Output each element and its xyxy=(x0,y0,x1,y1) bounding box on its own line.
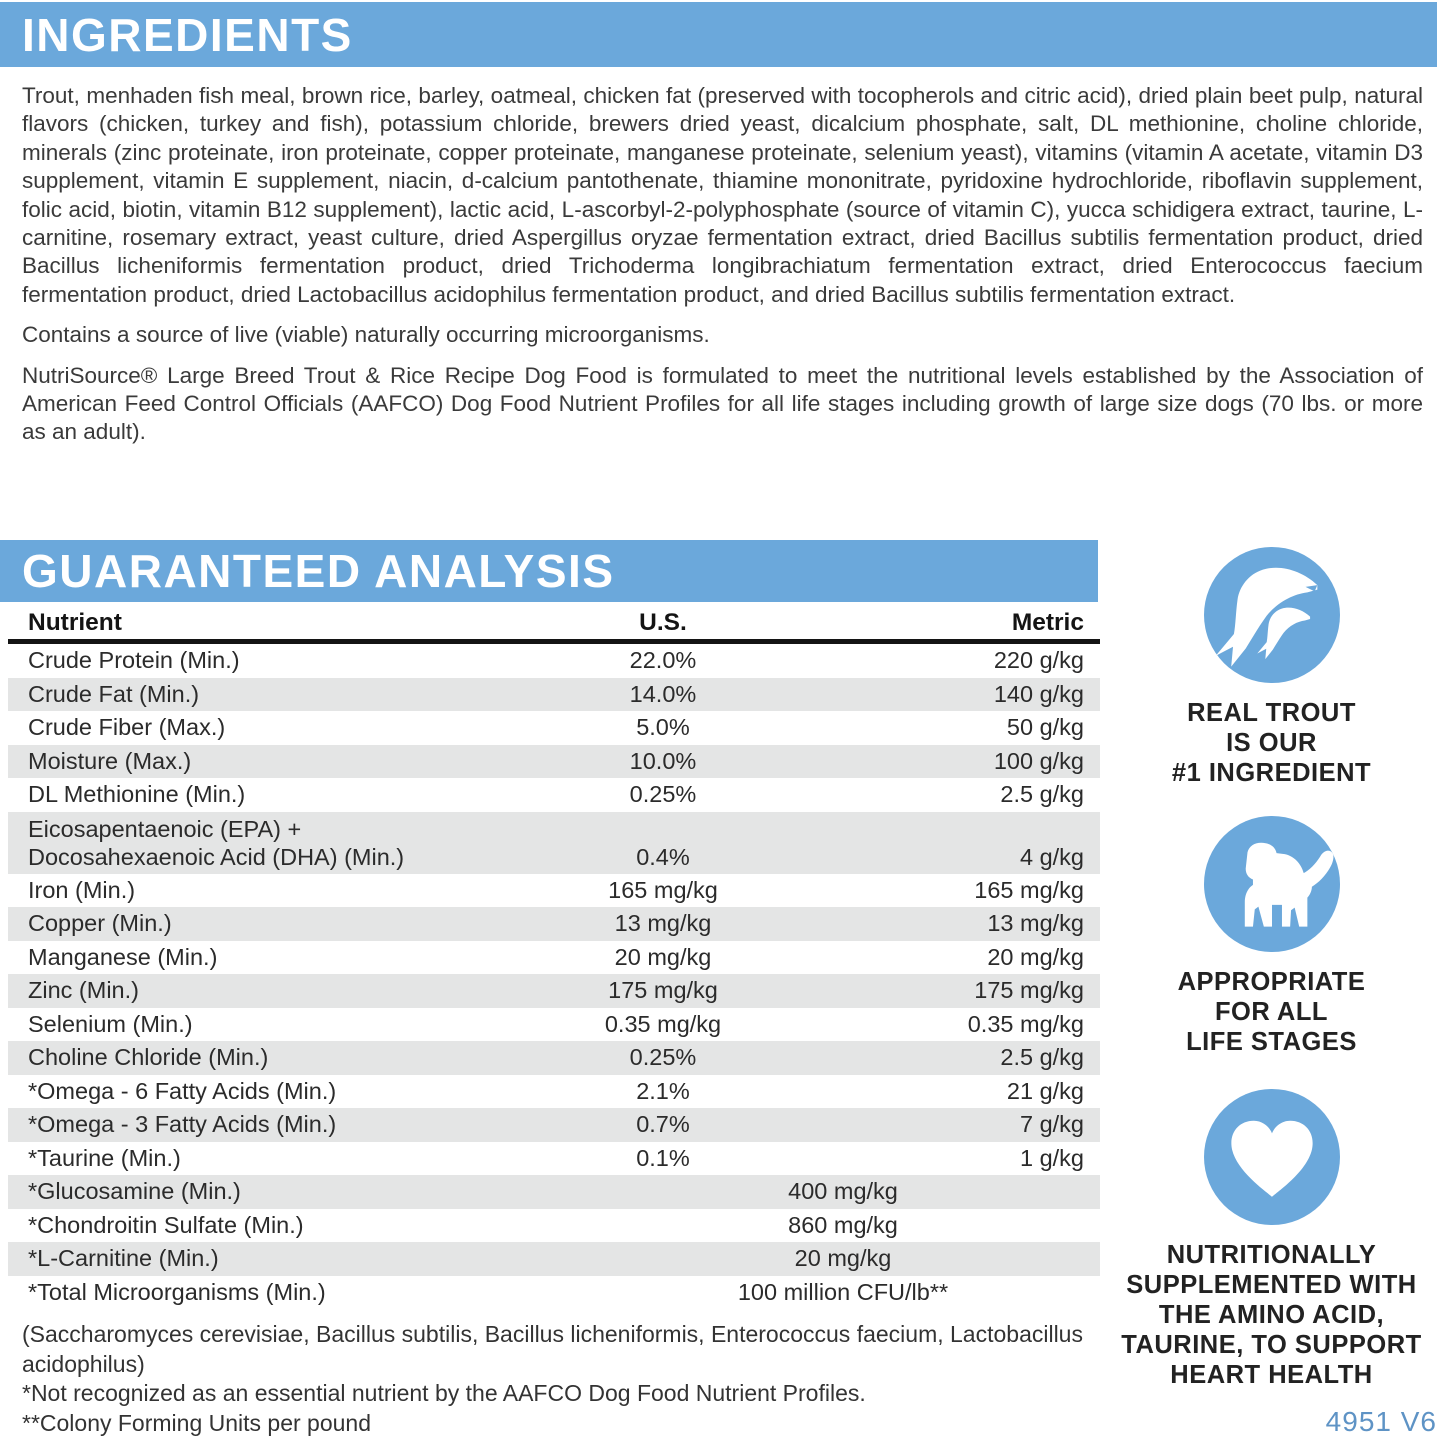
table-row xyxy=(8,1075,1100,1109)
table-row xyxy=(8,1142,1100,1176)
nutrient-cell: Zinc (Min.) xyxy=(28,977,139,1004)
badge-caption: NUTRITIONALLY SUPPLEMENTED WITH THE AMINO ACID, TAURINE, TO SUPPORT HEART HEALTH xyxy=(1121,1241,1422,1389)
nutrient-cell: *L-Carnitine (Min.) xyxy=(28,1245,219,1272)
footnotes xyxy=(22,1320,1084,1438)
nutrient-cell: Iron (Min.) xyxy=(28,876,136,903)
metric-value-cell: 140 g/kg xyxy=(993,680,1084,707)
nutrient-cell: Moisture (Max.) xyxy=(28,747,192,774)
nutrient-cell: *Omega - 6 Fatty Acids (Min.) xyxy=(28,1077,337,1104)
nutrient-cell: Manganese (Min.) xyxy=(28,943,218,970)
table-row xyxy=(8,974,1100,1008)
metric-value-cell: 21 g/kg xyxy=(1006,1077,1084,1104)
microorganisms-note: Contains a source of live (viable) naturally occurring microorganisms. xyxy=(22,322,710,348)
us-value-cell: 175 mg/kg xyxy=(608,977,718,1004)
nutrient-cell: DL Methionine (Min.) xyxy=(28,781,246,808)
metric-value-cell: 2.5 g/kg xyxy=(1000,781,1084,808)
nutrient-cell: *Glucosamine (Min.) xyxy=(28,1178,241,1205)
table-header-row xyxy=(8,606,1100,644)
us-value-cell: 165 mg/kg xyxy=(608,876,718,903)
metric-value-cell: 220 g/kg xyxy=(993,647,1084,674)
table-row xyxy=(8,711,1100,745)
us-value-cell: 0.4% xyxy=(636,843,690,870)
trout-icon xyxy=(1204,547,1340,683)
table-row xyxy=(8,644,1100,678)
metric-value-cell: 0.35 mg/kg xyxy=(967,1010,1084,1037)
table-row xyxy=(8,941,1100,975)
footnote: (Saccharomyces cerevisiae, Bacillus subtilis, Bacillus licheniformis, Enterococcus faecium, Lactobacillus acidophilus) xyxy=(22,1321,1083,1377)
us-value-cell: 0.25% xyxy=(629,1044,697,1071)
nutrient-cell: *Taurine (Min.) xyxy=(28,1144,181,1171)
metric-value-cell: 2.5 g/kg xyxy=(1000,1044,1084,1071)
column-header-nutrient: Nutrient xyxy=(28,608,122,636)
nutrient-cell: *Total Microorganisms (Min.) xyxy=(28,1278,326,1305)
table-row xyxy=(8,778,1100,812)
ingredients-paragraph: Trout, menhaden fish meal, brown rice, barley, oatmeal, chicken fat (preserved with tocopherols and citric acid), dried plain beet pulp, natural flavors (chicken, turkey and fish), potassium chloride, brewers dried yeast, dicalcium phosphate, salt, DL methionine, choline chloride, minerals (zinc proteinate, iron proteinate, copper proteinate, manganese proteinate, selenium yeast), vitamins (vitamin A acetate, vitamin D3 supplement, vitamin E supplement, niacin, d-calcium pantothenate, thiamine mononitrate, pyridoxine hydrochloride, riboflavin supplement, folic acid, biotin, vitamin B12 supplement), lactic acid, L-ascorbyl-2-polyphosphate (source of vitamin C), yucca schidigera extract, taurine, L-carnitine, rosemary extract, yeast culture, dried Aspergillus oryzae fermentation extract, dried Bacillus subtilis fermentation product, dried Bacillus licheniformis fermentation product, dried Trichoderma longibrachiatum fermentation extract, dried Enterococcus faecium fermentation product, dried Lactobacillus acidophilus fermentation product, and dried Bacillus subtilis fermentation extract. xyxy=(22,83,1423,307)
merged-value-cell: 400 mg/kg xyxy=(788,1178,898,1205)
table-row xyxy=(8,678,1100,712)
guaranteed-analysis-banner xyxy=(0,540,1098,602)
column-header-us: U.S. xyxy=(639,608,687,636)
metric-value-cell: 50 g/kg xyxy=(1006,714,1084,741)
table-row xyxy=(8,1041,1100,1075)
badge xyxy=(1098,816,1445,1057)
guaranteed-analysis-table xyxy=(8,606,1100,1309)
heart-icon xyxy=(1204,1089,1340,1225)
nutrient-cell: *Omega - 3 Fatty Acids (Min.) xyxy=(28,1111,337,1138)
us-value-cell: 20 mg/kg xyxy=(614,943,712,970)
ingredients-body xyxy=(22,82,1423,447)
merged-value-cell: 860 mg/kg xyxy=(788,1211,898,1238)
table-row xyxy=(8,907,1100,941)
us-value-cell: 22.0% xyxy=(629,647,697,674)
nutrient-cell: Copper (Min.) xyxy=(28,910,172,937)
table-row xyxy=(8,745,1100,779)
ingredients-title: INGREDIENTS xyxy=(22,8,353,61)
table-row xyxy=(8,1108,1100,1142)
metric-value-cell: 100 g/kg xyxy=(993,747,1084,774)
footnote: **Colony Forming Units per pound xyxy=(22,1409,372,1436)
metric-value-cell: 165 mg/kg xyxy=(974,876,1084,903)
us-value-cell: 0.35 mg/kg xyxy=(604,1010,722,1037)
table-row xyxy=(8,1276,1100,1310)
guaranteed-analysis-title: GUARANTEED ANALYSIS xyxy=(22,545,615,597)
ingredients-banner xyxy=(0,2,1437,67)
aafco-statement: NutriSource® Large Breed Trout & Rice Recipe Dog Food is formulated to meet the nutritional levels established by the Association of American Feed Control Officials (AAFCO) Dog Food Nutrient Profiles for all life stages including growth of large size dogs (70 lbs. or more as an adult). xyxy=(22,362,1423,445)
us-value-cell: 0.25% xyxy=(629,781,697,808)
column-header-metric: Metric xyxy=(1011,608,1084,636)
us-value-cell: 5.0% xyxy=(636,714,690,741)
table-row xyxy=(8,1209,1100,1243)
badge xyxy=(1098,1089,1445,1390)
nutrient-cell: Choline Chloride (Min.) xyxy=(28,1044,269,1071)
nutrient-cell: Crude Fat (Min.) xyxy=(28,680,200,707)
table-row xyxy=(8,812,1100,874)
table-row xyxy=(8,874,1100,908)
table-row xyxy=(8,1008,1100,1042)
us-value-cell: 0.1% xyxy=(636,1144,690,1171)
metric-value-cell: 175 mg/kg xyxy=(974,977,1084,1004)
badge-caption: REAL TROUT IS OUR #1 INGREDIENT xyxy=(1171,699,1372,787)
us-value-cell: 2.1% xyxy=(636,1077,690,1104)
nutrient-cell: Selenium (Min.) xyxy=(28,1010,193,1037)
merged-value-cell: 20 mg/kg xyxy=(794,1245,892,1272)
table-body xyxy=(8,644,1100,1309)
footnote: *Not recognized as an essential nutrient by the AAFCO Dog Food Nutrient Profiles. xyxy=(22,1380,866,1406)
table-row xyxy=(8,1242,1100,1276)
metric-value-cell: 13 mg/kg xyxy=(987,910,1084,937)
us-value-cell: 13 mg/kg xyxy=(614,910,712,937)
badge-caption: APPROPRIATE FOR ALL LIFE STAGES xyxy=(1177,968,1366,1056)
table-row xyxy=(8,1175,1100,1209)
metric-value-cell: 7 g/kg xyxy=(1019,1111,1084,1138)
product-code: 4951 V6 xyxy=(1325,1406,1437,1437)
us-value-cell: 0.7% xyxy=(636,1111,690,1138)
us-value-cell: 14.0% xyxy=(629,680,697,707)
metric-value-cell: 20 mg/kg xyxy=(987,943,1084,970)
us-value-cell: 10.0% xyxy=(629,747,697,774)
badge xyxy=(1098,547,1445,788)
metric-value-cell: 1 g/kg xyxy=(1019,1144,1084,1171)
nutrient-cell: Eicosapentaenoic (EPA) + Docosahexaenoic Acid (DHA) (Min.) xyxy=(28,815,405,870)
puppy-icon xyxy=(1204,816,1340,952)
merged-value-cell: 100 million CFU/lb** xyxy=(737,1278,949,1305)
nutrient-cell: Crude Fiber (Max.) xyxy=(28,714,226,741)
metric-value-cell: 4 g/kg xyxy=(1019,843,1084,870)
nutrient-cell: *Chondroitin Sulfate (Min.) xyxy=(28,1211,304,1238)
nutrient-cell: Crude Protein (Min.) xyxy=(28,647,240,674)
